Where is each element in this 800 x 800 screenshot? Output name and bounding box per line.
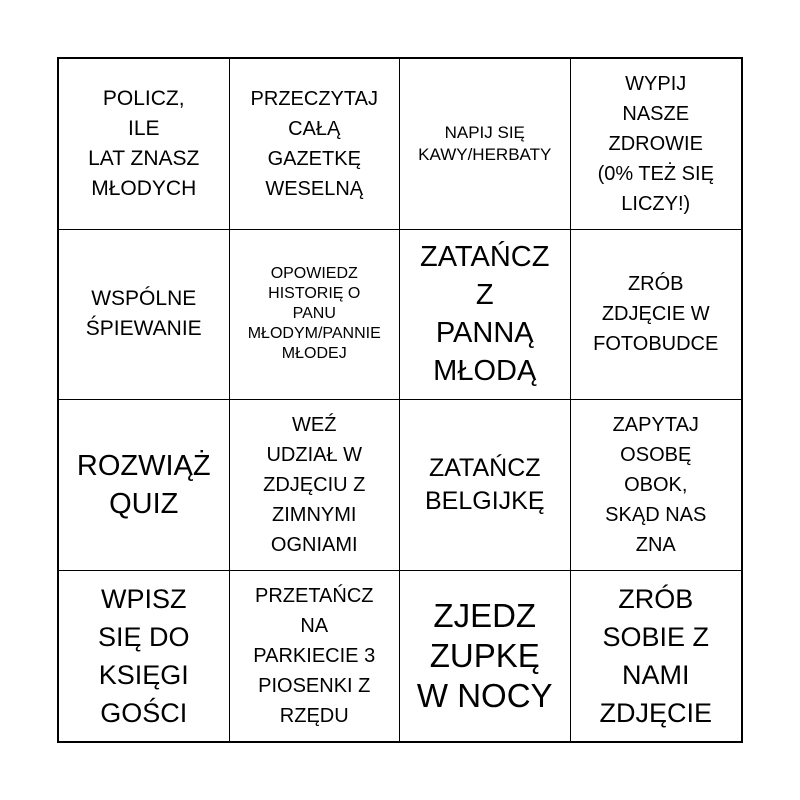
bingo-cell-label: POLICZ, ILE LAT ZNASZ MŁODYCH	[88, 86, 200, 200]
bingo-cell[interactable]	[59, 400, 230, 571]
bingo-cell-label: ROZWIĄŻ QUIZ	[76, 449, 211, 520]
bingo-cell[interactable]	[230, 571, 401, 742]
bingo-cell[interactable]	[230, 59, 401, 230]
bingo-cell-label: PRZETAŃCZ NA PARKIECIE 3 PIOSENKI Z RZĘDU	[253, 584, 376, 727]
bingo-cell-label: PRZECZYTAJ CAŁĄ GAZETKĘ WESELNĄ	[250, 87, 378, 200]
bingo-cell-label: ZATAŃCZ BELGIJKĘ	[425, 453, 545, 515]
bingo-cell-label: ZRÓB SOBIE Z NAMI ZDJĘCIE	[599, 583, 712, 728]
bingo-cell[interactable]	[400, 571, 571, 742]
bingo-cell-label: NAPIJ SIĘ KAWY/HERBATY	[418, 122, 552, 164]
bingo-cell[interactable]	[571, 571, 742, 742]
bingo-cell[interactable]	[59, 571, 230, 742]
bingo-board	[57, 57, 743, 743]
bingo-cell-label: ZATAŃCZ Z PANNĄ MŁODĄ	[420, 241, 550, 388]
bingo-cell[interactable]	[59, 230, 230, 401]
bingo-cell[interactable]	[571, 230, 742, 401]
bingo-cell-label: WPISZ SIĘ DO KSIĘGI GOŚCI	[97, 583, 190, 728]
bingo-cell[interactable]	[230, 230, 401, 401]
bingo-cell-label: OPOWIEDZ HISTORIĘ O PANU MŁODYM/PANNIE MŁODEJ	[247, 265, 381, 363]
bingo-cell-label: WEŹ UDZIAŁ W ZDJĘCIU Z ZIMNYMI OGNIAMI	[263, 413, 366, 556]
bingo-cell[interactable]	[571, 400, 742, 571]
bingo-cell-label: ZJEDZ ZUPKĘ W NOCY	[416, 596, 553, 714]
bingo-cell[interactable]	[571, 59, 742, 230]
bingo-cell-label: ZAPYTAJ OSOBĘ OBOK, SKĄD NAS ZNA	[605, 413, 707, 556]
bingo-cell[interactable]	[59, 59, 230, 230]
bingo-cell-label: ZRÓB ZDJĘCIE W FOTOBUDCE	[593, 273, 719, 356]
bingo-cell[interactable]	[230, 400, 401, 571]
bingo-cell[interactable]	[400, 400, 571, 571]
bingo-cell-label: WSPÓLNE ŚPIEWANIE	[85, 287, 202, 341]
bingo-cell[interactable]	[400, 59, 571, 230]
bingo-cell[interactable]	[400, 230, 571, 401]
bingo-cell-label: WYPIJ NASZE ZDROWIE (0% TEŻ SIĘ LICZY!)	[597, 72, 714, 215]
